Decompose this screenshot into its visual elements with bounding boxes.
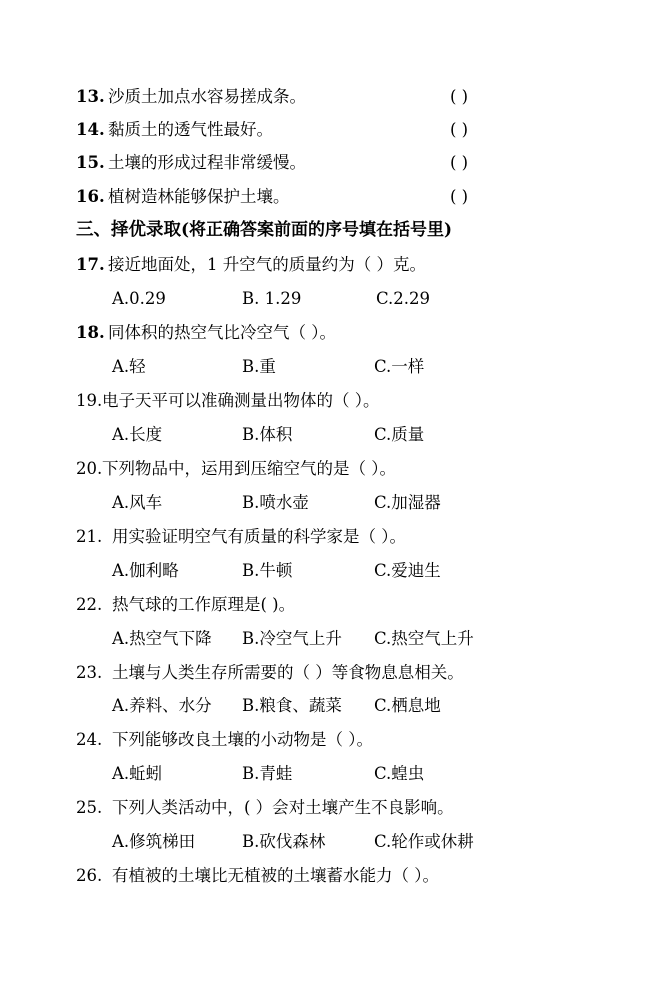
item-number: 14.: [76, 120, 105, 139]
option-a[interactable]: A.伽利略: [112, 561, 179, 580]
question-text: 用实验证明空气有质量的科学家是（ ）。: [112, 527, 406, 546]
option-b[interactable]: B.粮食、蔬菜: [242, 696, 342, 715]
answer-blank[interactable]: ( ): [450, 153, 469, 172]
question-text: 有植被的土壤比无植被的土壤蓄水能力（ ）。: [112, 866, 439, 885]
question-21: [0, 522, 661, 552]
question-text: 热气球的工作原理是( )。: [112, 595, 296, 614]
question-24: [0, 725, 661, 755]
question-text: 电子天平可以准确测量出物体的（ ）。: [102, 391, 380, 410]
question-25: [0, 793, 661, 823]
item-number: 15.: [76, 153, 105, 172]
item-number: 17.: [76, 255, 105, 274]
item-number: 21.: [76, 527, 103, 546]
option-c[interactable]: C.轮作或休耕: [374, 832, 474, 851]
question-22: [0, 590, 661, 620]
option-c[interactable]: C.2.29: [376, 289, 431, 308]
answer-blank[interactable]: ( ): [450, 120, 469, 139]
option-c[interactable]: C.一样: [374, 357, 425, 376]
item-text: 黏质土的透气性最好。: [108, 120, 273, 139]
question-19: [0, 386, 661, 416]
question-20: [0, 454, 661, 484]
option-c[interactable]: C.加湿器: [374, 493, 441, 512]
options-22: [0, 624, 661, 654]
option-b[interactable]: B.重: [242, 357, 276, 376]
answer-blank[interactable]: ( ): [450, 187, 469, 206]
option-a[interactable]: A.养料、水分: [112, 696, 212, 715]
option-b[interactable]: B.牛顿: [242, 561, 293, 580]
question-text: 下列能够改良土壤的小动物是（ ）。: [112, 730, 373, 749]
item-number: 20.: [76, 459, 103, 478]
option-b[interactable]: B.冷空气上升: [242, 629, 342, 648]
section-title: 三、择优录取: [76, 220, 181, 240]
item-number: 26.: [76, 866, 103, 885]
option-a[interactable]: A.0.29: [112, 289, 166, 308]
question-23: [0, 658, 661, 688]
item-number: 22.: [76, 595, 103, 614]
option-a[interactable]: A.风车: [112, 493, 163, 512]
option-a[interactable]: A.修筑梯田: [112, 832, 196, 851]
judge-item-15: [0, 148, 661, 178]
option-c[interactable]: C.热空气上升: [374, 629, 474, 648]
question-17: [0, 250, 661, 280]
options-17: [0, 284, 661, 314]
item-number: 24.: [76, 730, 103, 749]
option-b[interactable]: B.青蛙: [242, 764, 293, 783]
options-18: [0, 352, 661, 382]
options-25: [0, 827, 661, 857]
option-b[interactable]: B. 1.29: [242, 289, 302, 308]
item-number: 16.: [76, 187, 105, 206]
question-text: 同体积的热空气比冷空气（ ）。: [108, 323, 336, 342]
item-number: 18.: [76, 323, 105, 342]
question-26: [0, 861, 661, 891]
option-c[interactable]: C.蝗虫: [374, 764, 425, 783]
question-text: 接近地面处，1 升空气的质量约为（ ）克。: [108, 255, 426, 274]
option-c[interactable]: C.栖息地: [374, 696, 441, 715]
option-a[interactable]: A.轻: [112, 357, 146, 376]
item-text: 土壤的形成过程非常缓慢。: [108, 153, 306, 172]
section-instruction: (将正确答案前面的序号填在括号里): [181, 220, 453, 240]
item-number: 13.: [76, 87, 105, 106]
section-heading: [76, 214, 661, 246]
options-19: [0, 420, 661, 450]
item-text: 植树造林能够保护土壤。: [108, 187, 290, 206]
question-text: 下列人类活动中，( ）会对土壤产生不良影响。: [112, 798, 454, 817]
item-number: 23.: [76, 663, 103, 682]
question-18: [0, 318, 661, 348]
judge-item-16: [0, 182, 661, 212]
judge-item-13: [0, 82, 661, 112]
options-20: [0, 488, 661, 518]
option-a[interactable]: A.长度: [112, 425, 163, 444]
item-number: 25.: [76, 798, 103, 817]
option-b[interactable]: B.喷水壶: [242, 493, 309, 512]
options-21: [0, 556, 661, 586]
options-24: [0, 759, 661, 789]
option-c[interactable]: C.爱迪生: [374, 561, 441, 580]
option-b[interactable]: B.砍伐森林: [242, 832, 326, 851]
question-text: 土壤与人类生存所需要的（ ）等食物息息相关。: [112, 663, 464, 682]
item-number: 19.: [76, 391, 103, 410]
options-23: [0, 691, 661, 721]
option-b[interactable]: B.体积: [242, 425, 293, 444]
option-a[interactable]: A.热空气下降: [112, 629, 212, 648]
answer-blank[interactable]: ( ): [450, 87, 469, 106]
judge-item-14: [0, 115, 661, 145]
item-text: 沙质土加点水容易搓成条。: [108, 87, 306, 106]
option-a[interactable]: A.蚯蚓: [112, 764, 163, 783]
option-c[interactable]: C.质量: [374, 425, 425, 444]
question-text: 下列物品中，运用到压缩空气的是（ ）。: [102, 459, 396, 478]
